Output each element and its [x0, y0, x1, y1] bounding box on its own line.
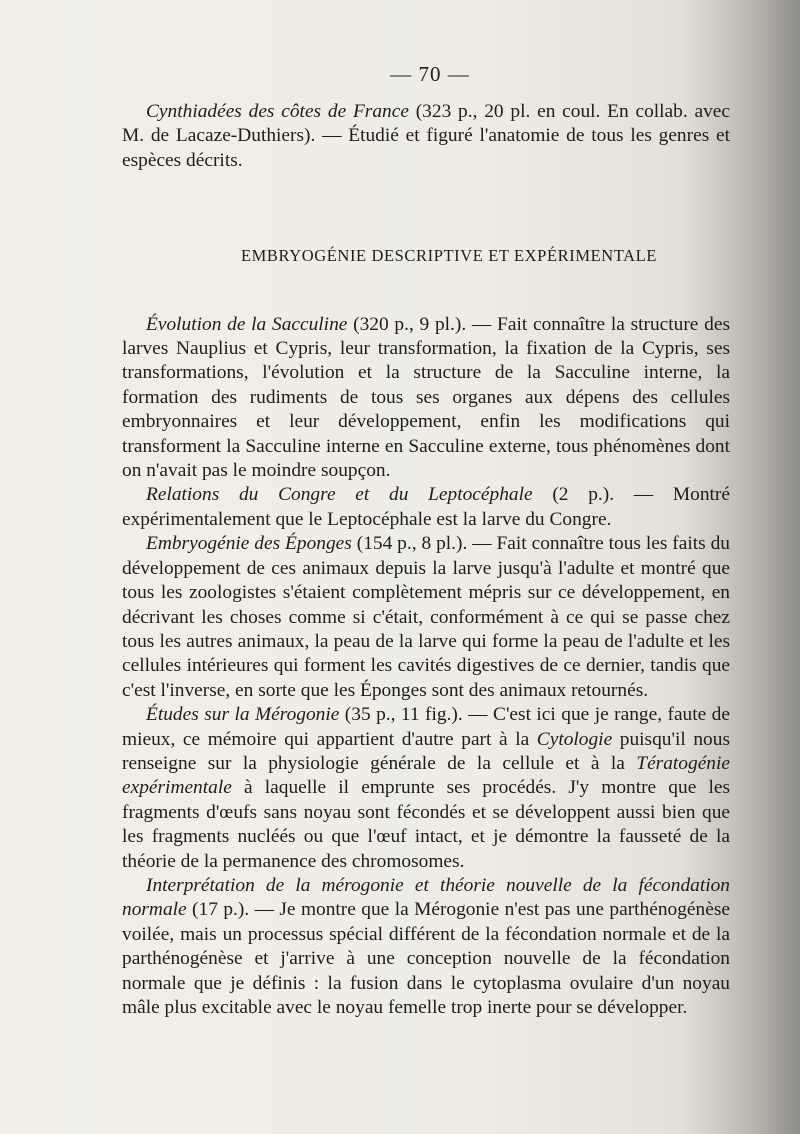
entry-title: Études sur la Mérogonie: [146, 704, 340, 726]
page-number: — 70 —: [390, 62, 470, 86]
entry-text: puisqu'il nous renseigne sur la physiologie générale de la cellule et à la: [122, 728, 730, 774]
entry-title: Interprétation de la mérogonie et théorie nouvelle de la fécondation normale: [122, 874, 730, 921]
entry-interpretation: [122, 874, 730, 1020]
body-text: [122, 100, 730, 1020]
intro-title: Cynthiadées des côtes de France: [146, 101, 409, 122]
entry-title: Relations du Congre et du Leptocéphale: [146, 484, 533, 506]
intro-text: (323 p., 20 pl. en coul. En collab. avec M. de Lacaze-Duthiers). — Étudié et figuré l'anatomie de tous les genres et espèces décrits.: [122, 101, 731, 171]
entry-text: (154 p., 8 pl.). — Fait connaître tous les faits du développement de ces animaux depuis la larve jusqu'à l'adulte et montré que tous les zoologistes s'étaient complètement mépris sur ce développement, en décrivant les choses comme si c'était, conformément à ce qui se passe chez tous les autres animaux, la peau de la larve qui forme la peau de l'adulte et les cellules intérieures qui forment les cavités digestives de ce dernier, tandis que c'est l'inverse, en sorte que les Éponges sont des animaux retournés.: [122, 533, 730, 701]
entry-italic-term: Tératogénie expérimentale: [122, 752, 730, 799]
entry-text: (17 p.). — Je montre que la Mérogonie n'est pas une parthénogénèse voilée, mais un processus spécial différent de la fécondation normale et de la parthénogénèse et j'arrive à une conception nouvelle de la fécondation normale que je définis : la fusion dans le cytoplasma ovulaire d'un noyau mâle plus excitable avec le noyau femelle trop inerte pour se développer.: [122, 899, 730, 1018]
section-heading: EMBRYOGÉNIE DESCRIPTIVE ET EXPÉRIMENTALE: [240, 246, 658, 266]
entry-congre: [122, 483, 730, 532]
entry-title: Embryogénie des Éponges: [146, 533, 352, 555]
intro-paragraph: [122, 100, 730, 173]
entry-text: (35 p., 11 fig.). — C'est ici que je range, faute de mieux, ce mémoire qui appartient d'autre part à la: [122, 704, 730, 750]
entry-eponges: [122, 532, 730, 703]
entry-title: Évolution de la Sacculine: [146, 313, 348, 335]
entry-italic-term: Cytologie: [536, 728, 613, 750]
entry-text: à laquelle il emprunte ses procédés. J'y montre que les fragments d'œufs sans noyau sont fécondés et se développent aussi bien que les fragments nucléés ou que l'œuf intact, et je démontre la fausseté de la théorie de la permanence des chromosomes.: [122, 777, 730, 872]
entry-text: (2 p.). — Montré expérimentalement que le Leptocéphale est la larve du Congre.: [122, 484, 730, 530]
entry-text: (320 p., 9 pl.). — Fait connaître la structure des larves Nauplius et Cypris, leur transformation, la fixation de la Cypris, ses transformations, l'évolution et la structure de la Sacculine interne, la formation des rudiments de tous ses organes aux dépens des cellules embryonnaires et leur développement, enfin les modifications qui transforment la Sacculine interne en Sacculine externe, tous phénomènes dont on n'avait pas le moindre soupçon.: [122, 313, 730, 482]
entry-merogonie: [122, 703, 730, 874]
entry-sacculine: [122, 313, 730, 484]
